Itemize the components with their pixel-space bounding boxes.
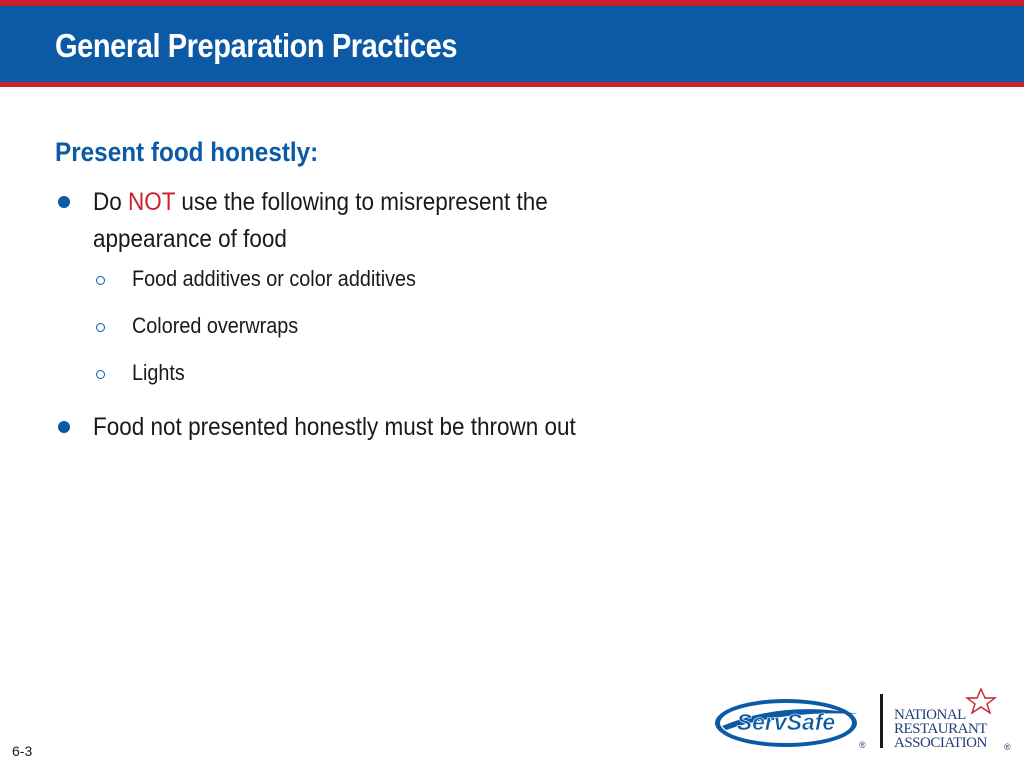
ring-bullet-icon [96,323,105,332]
sub-list [55,264,615,405]
registered-mark-icon: ® [859,740,866,750]
servsafe-logo [714,696,864,750]
slide-title: General Preparation Practices [55,27,458,64]
servsafe-wordmark: ServSafe [736,709,836,735]
nra-line-association: ASSOCIATION [894,735,987,751]
bullet-item [55,184,613,258]
star-outline-icon [964,688,998,714]
slide-content [55,134,615,446]
sub-item [55,358,615,405]
sub-item-text: Lights [132,360,185,385]
bullet-text: Food not presented honestly must be thrown out [93,413,576,441]
ring-bullet-icon [96,370,105,379]
emphasis-not: NOT [128,188,176,216]
bullet-dot-icon [58,196,70,208]
sub-item [55,264,615,311]
nra-line-restaurant: RESTAURANT [894,721,987,737]
bullet-text: Do NOT use the following to misrepresent the appearance of food [93,188,548,253]
header-bottom-rule [0,82,1024,87]
logo-divider [880,694,883,748]
bullet-dot-icon [58,421,70,433]
registered-mark-icon: ® [1004,742,1011,752]
slide-number: 6-3 [12,743,33,759]
ring-bullet-icon [96,276,105,285]
bullet-item [55,409,613,446]
sub-item-text: Food additives or color additives [132,266,416,291]
footer-logos [714,686,1014,756]
nra-line-national: NATIONAL [894,707,966,723]
section-heading: Present food honestly: [55,137,319,167]
nra-logo [894,690,1014,752]
sub-item-text: Colored overwraps [132,313,299,338]
sub-item [55,311,615,358]
